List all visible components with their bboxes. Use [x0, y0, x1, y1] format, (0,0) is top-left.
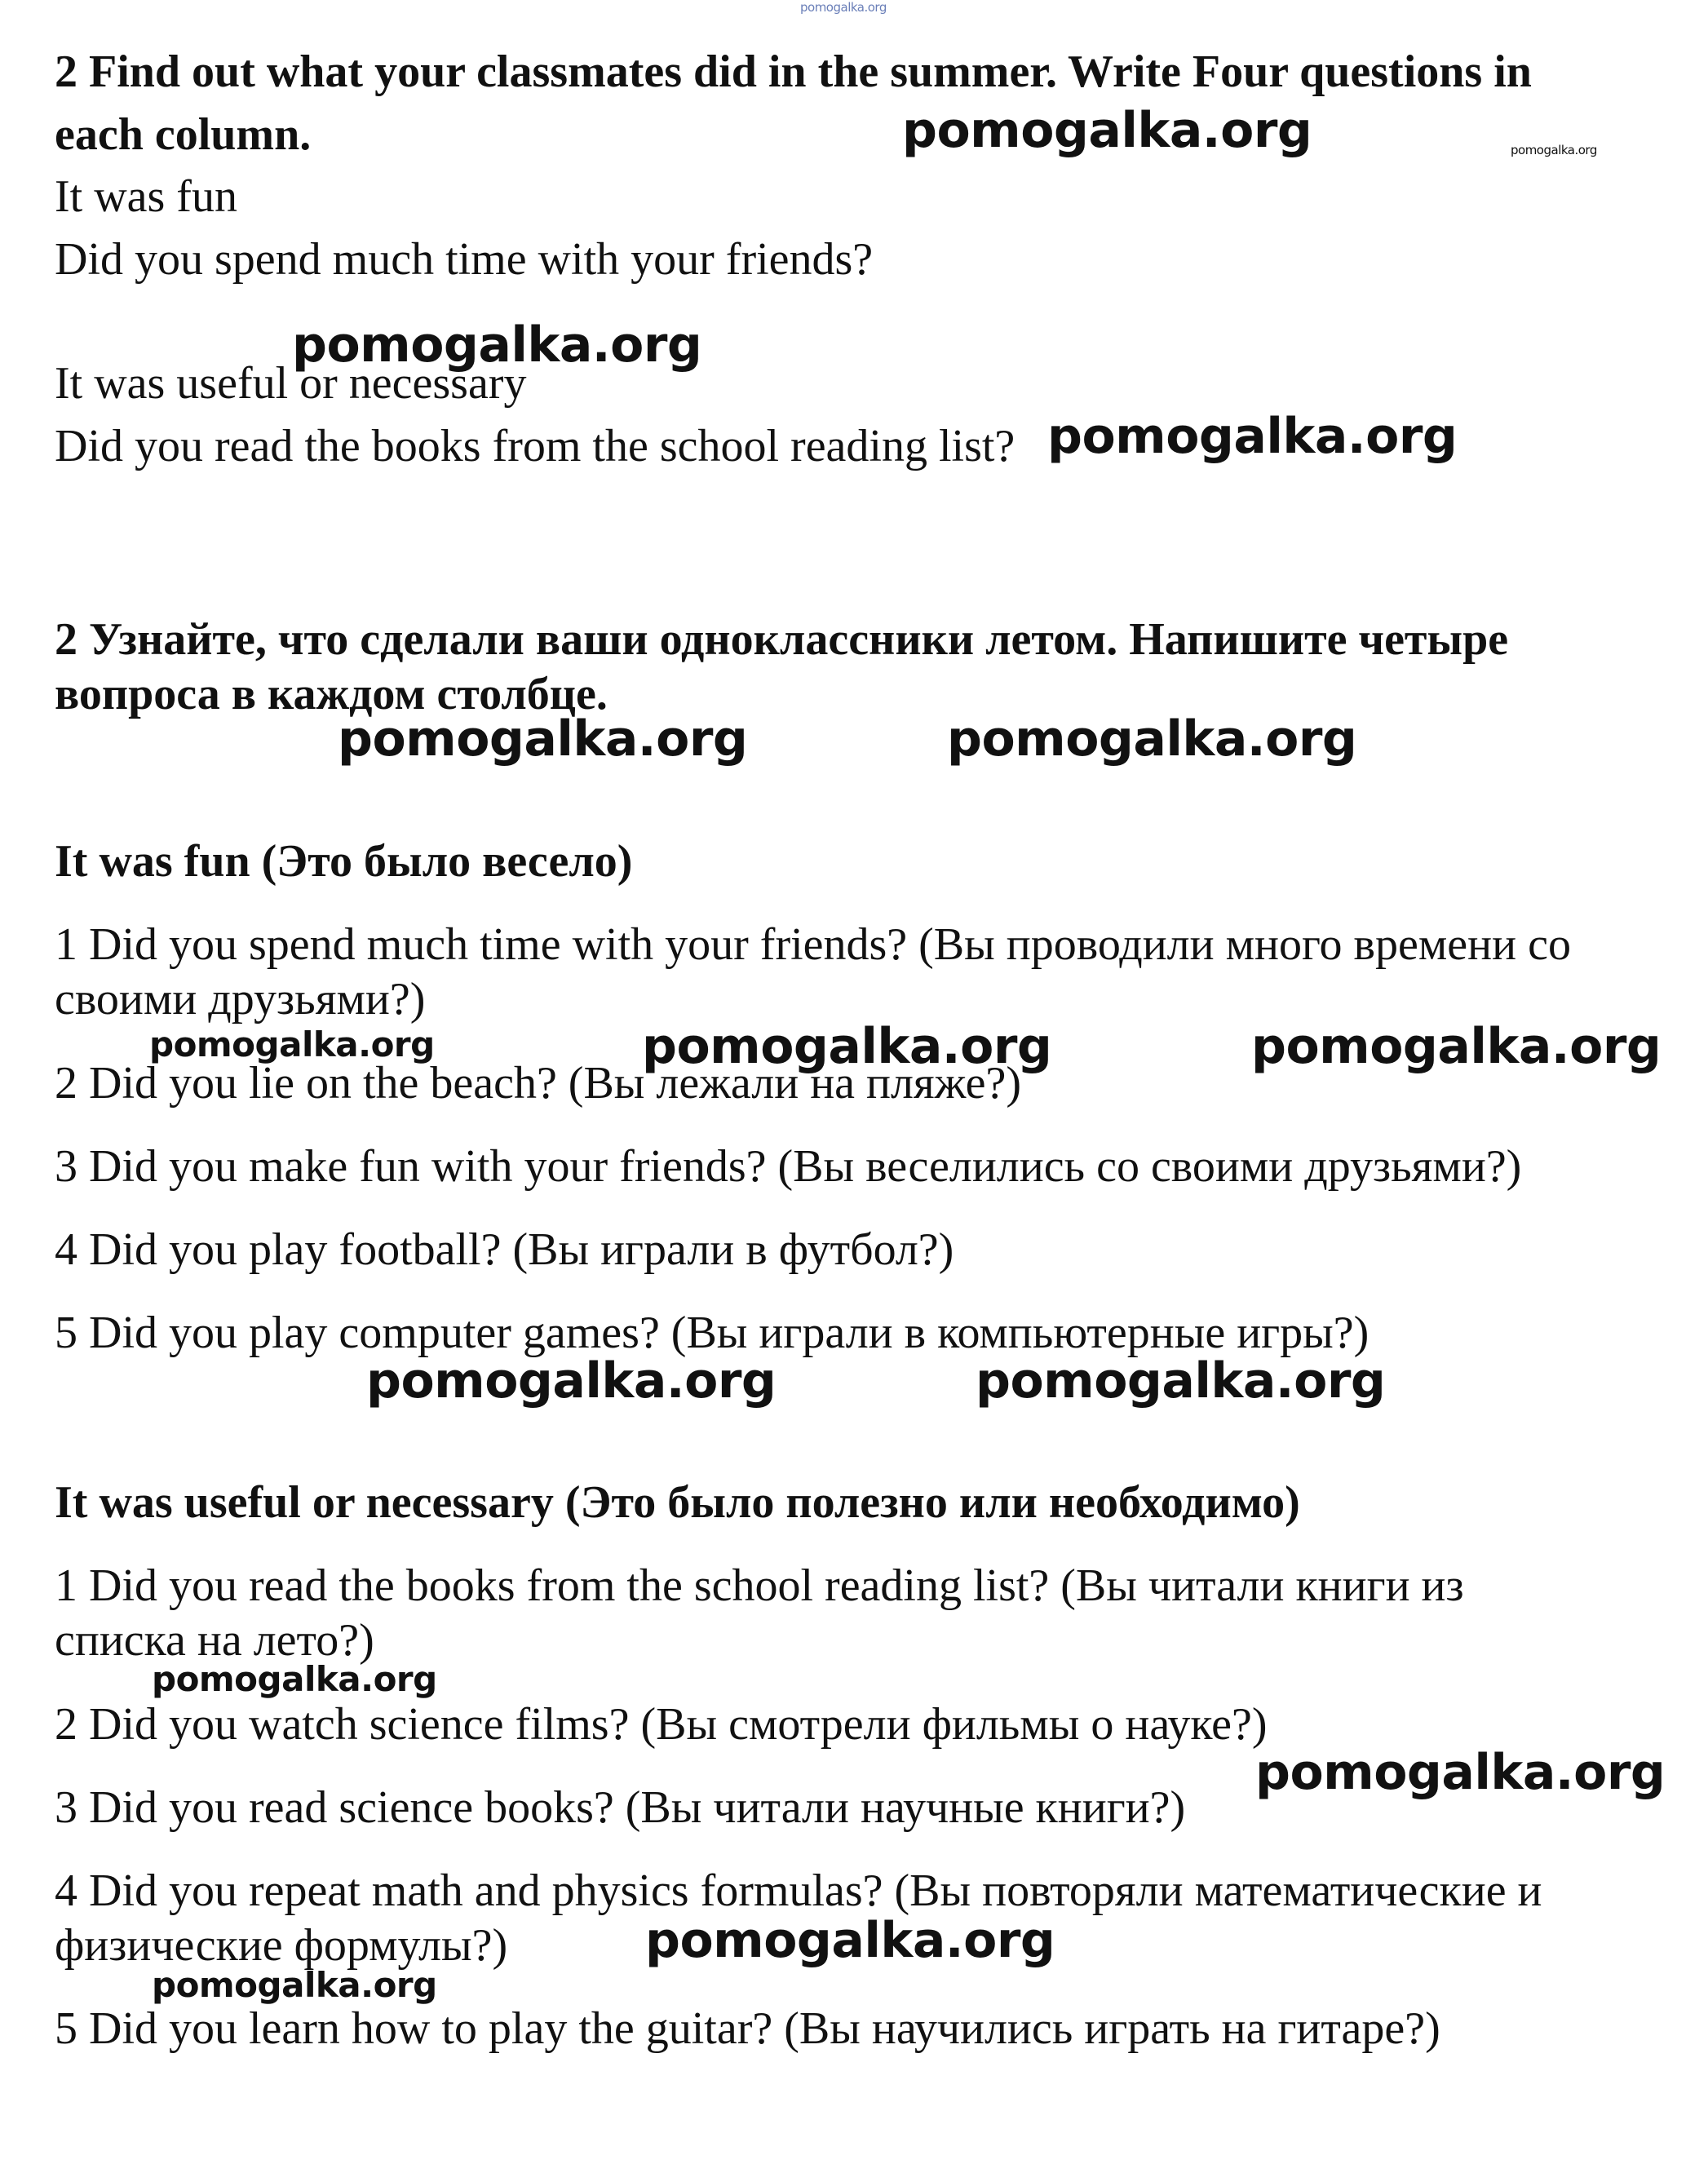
watermark: pomogalka.org	[152, 1965, 437, 2005]
english-heading-line1: 2 Find out what your classmates did in the summer. Write Four questions in	[55, 46, 1532, 97]
watermark: pomogalka.org	[149, 1025, 435, 1064]
watermark: pomogalka.org	[947, 710, 1357, 768]
watermark: pomogalka.org	[1511, 143, 1597, 157]
watermark: pomogalka.org	[902, 102, 1312, 159]
fun-item-3: 3 Did you make fun with your friends? (Вы веселились со своими друзьями?)	[55, 1141, 1522, 1192]
useful-item-4-cont: физические формулы?)	[55, 1920, 508, 1971]
watermark: pomogalka.org	[292, 316, 702, 374]
useful-section-title: It was useful or necessary (Это было полезно или необходимо)	[55, 1477, 1300, 1528]
watermark: pomogalka.org	[366, 1352, 777, 1410]
watermark: pomogalka.org	[1251, 1018, 1662, 1075]
useful-item-2: 2 Did you watch science films? (Вы смотрели фильмы о науке?)	[55, 1699, 1268, 1750]
watermark: pomogalka.org	[338, 710, 748, 768]
useful-item-3: 3 Did you read science books? (Вы читали научные книги?)	[55, 1782, 1186, 1833]
fun-item-5: 5 Did you play computer games? (Вы играли в компьютерные игры?)	[55, 1308, 1369, 1358]
useful-item-4: 4 Did you repeat math and physics formulas? (Вы повторяли математические и	[55, 1865, 1542, 1916]
useful-item-1-cont: списка на лето?)	[55, 1615, 374, 1666]
watermark: pomogalka.org	[152, 1659, 437, 1699]
russian-heading-line2: вопроса в каждом столбце.	[55, 669, 608, 719]
watermark: pomogalka.org	[1047, 408, 1458, 465]
watermark: pomogalka.org	[976, 1352, 1386, 1410]
useful-item-1: 1 Did you read the books from the school reading list? (Вы читали книги из	[55, 1560, 1464, 1611]
watermark: pomogalka.org	[642, 1018, 1052, 1075]
useful-question: Did you read the books from the school reading list?	[55, 421, 1016, 471]
fun-label: It was fun	[55, 171, 237, 222]
fun-item-1-cont: своими друзьями?)	[55, 974, 426, 1025]
fun-item-4: 4 Did you play football? (Вы играли в футбол?)	[55, 1224, 954, 1275]
watermark: pomogalka.org	[1255, 1744, 1666, 1801]
english-heading-line2: each column.	[55, 109, 312, 160]
fun-section-title: It was fun (Это было весело)	[55, 836, 633, 887]
fun-question: Did you spend much time with your friends?	[55, 234, 874, 285]
fun-item-1: 1 Did you spend much time with your friends? (Вы проводили много времени со	[55, 919, 1571, 970]
watermark: pomogalka.org	[800, 0, 887, 15]
fun-item-2: 2 Did you lie on the beach? (Вы лежали на пляже?)	[55, 1058, 1021, 1109]
russian-heading-line1: 2 Узнайте, что сделали ваши одноклассники летом. Напишите четыре	[55, 614, 1509, 665]
useful-item-5: 5 Did you learn how to play the guitar? (Вы научились играть на гитаре?)	[55, 2003, 1440, 2054]
useful-label: It was useful or necessary	[55, 358, 527, 409]
watermark: pomogalka.org	[645, 1912, 1055, 1969]
